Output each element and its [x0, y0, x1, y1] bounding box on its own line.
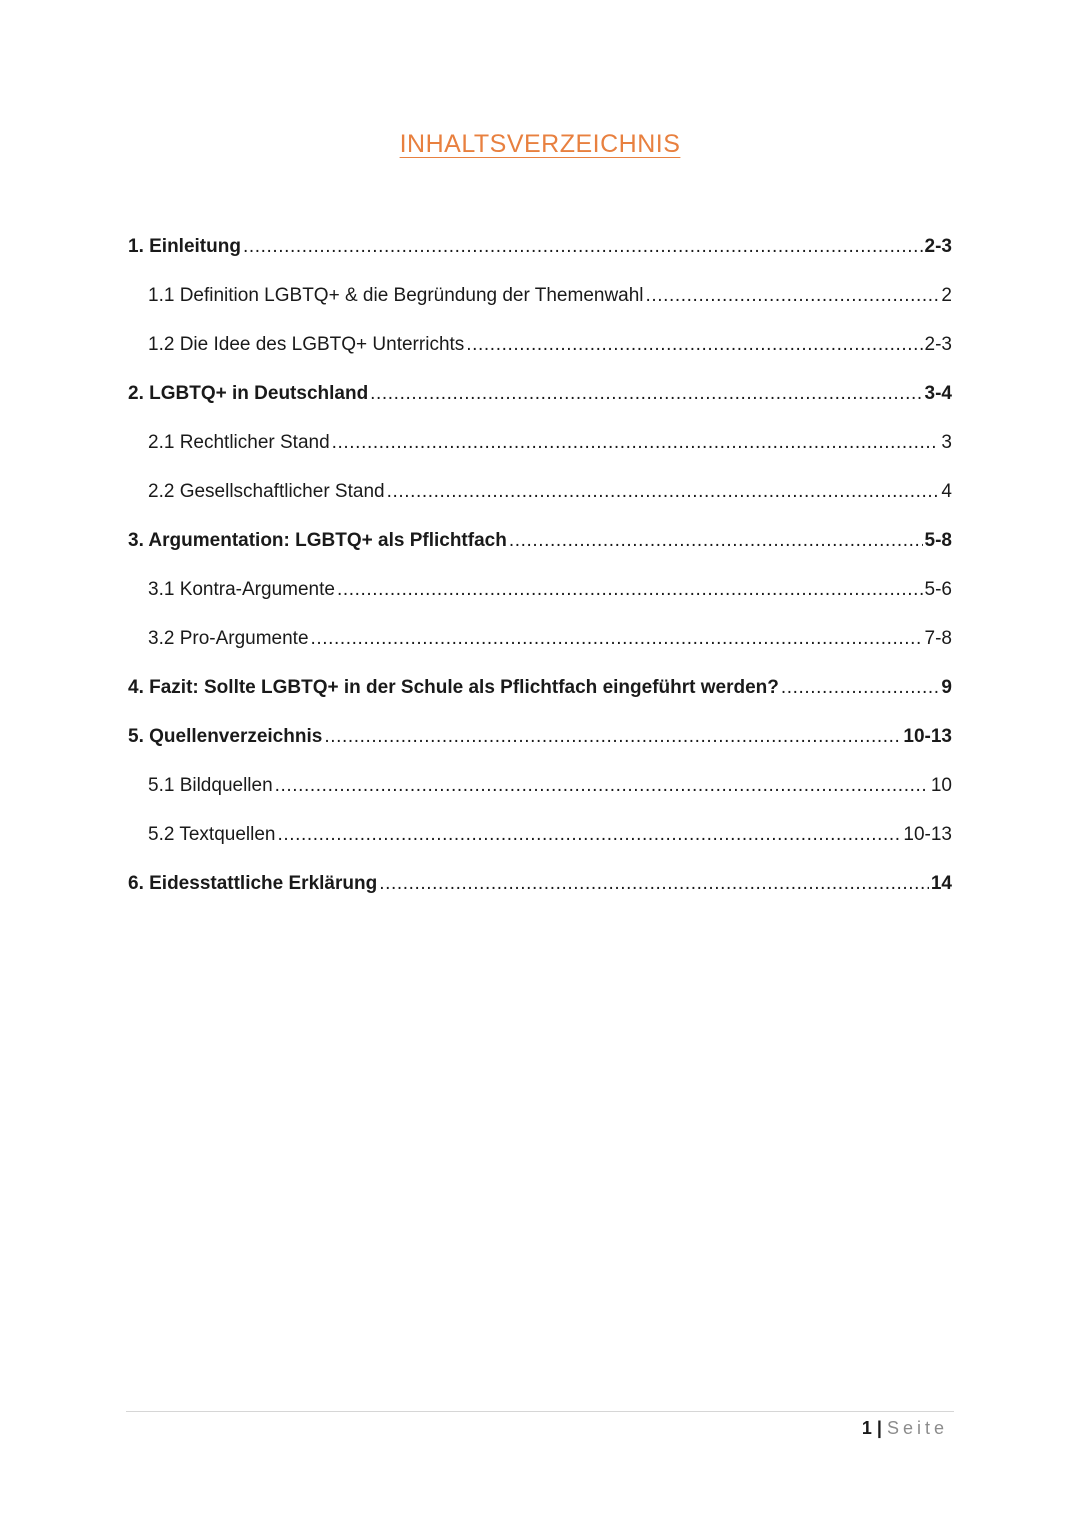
toc-dot-leader: [370, 379, 922, 409]
document-title: [0, 130, 1080, 159]
toc-entry-label: 5.1 Bildquellen: [148, 775, 273, 796]
table-of-contents: [128, 232, 952, 918]
toc-entry-5[interactable]: [128, 722, 952, 771]
toc-dot-leader: [243, 232, 923, 262]
toc-dot-leader: [337, 575, 923, 605]
toc-dot-leader: [509, 526, 923, 556]
toc-dot-leader: [379, 869, 929, 899]
toc-dot-leader: [275, 771, 929, 801]
toc-entry-2-1[interactable]: [128, 428, 952, 477]
toc-entry-label: 2.1 Rechtlicher Stand: [148, 432, 330, 453]
toc-entry-label: 1.2 Die Idee des LGBTQ+ Unterrichts: [148, 334, 465, 355]
toc-entry-label: 2. LGBTQ+ in Deutschland: [128, 383, 369, 404]
toc-entry-3-2[interactable]: [128, 624, 952, 673]
toc-entry-page: 14: [930, 873, 952, 894]
toc-entry-label: 1.1 Definition LGBTQ+ & die Begründung der Themenwahl: [148, 285, 644, 306]
toc-entry-5-1[interactable]: [128, 771, 952, 820]
toc-entry-page: 4: [941, 481, 952, 502]
toc-entry-page: 9: [941, 677, 952, 698]
toc-entry-page: 10-13: [903, 726, 952, 747]
toc-entry-page: 3-4: [924, 383, 952, 404]
document-title-text: INHALTSVERZEICHNIS: [399, 130, 681, 158]
toc-entry-label: 5. Quellenverzeichnis: [128, 726, 323, 747]
toc-dot-leader: [277, 820, 901, 850]
toc-entry-3[interactable]: [128, 526, 952, 575]
toc-dot-leader: [311, 624, 923, 654]
toc-dot-leader: [387, 477, 940, 507]
toc-entry-1[interactable]: [128, 232, 952, 281]
footer-separator: |: [876, 1418, 882, 1438]
page-footer: [862, 1416, 948, 1440]
toc-entry-1-2[interactable]: [128, 330, 952, 379]
toc-dot-leader: [332, 428, 940, 458]
toc-entry-page: 10-13: [903, 824, 952, 845]
toc-dot-leader: [646, 281, 940, 311]
toc-entry-page: 2-3: [924, 334, 952, 355]
toc-entry-label: 6. Eidesstattliche Erklärung: [128, 873, 378, 894]
toc-entry-page: 2-3: [924, 236, 952, 257]
toc-entry-label: 1. Einleitung: [128, 236, 241, 257]
toc-entry-5-2[interactable]: [128, 820, 952, 869]
toc-entry-page: 2: [941, 285, 952, 306]
toc-entry-label: 3. Argumentation: LGBTQ+ als Pflichtfach: [128, 530, 507, 551]
toc-entry-label: 3.2 Pro-Argumente: [148, 628, 309, 649]
toc-entry-label: 5.2 Textquellen: [148, 824, 276, 845]
toc-entry-label: 4. Fazit: Sollte LGBTQ+ in der Schule als Pflichtfach eingeführt werden?: [128, 677, 779, 698]
footer-page-number: 1: [861, 1418, 872, 1438]
toc-entry-page: 5-8: [924, 530, 952, 551]
toc-dot-leader: [781, 673, 940, 703]
toc-entry-page: 10: [930, 775, 952, 796]
toc-entry-4[interactable]: [128, 673, 952, 722]
toc-entry-page: 5-6: [924, 579, 952, 600]
toc-dot-leader: [324, 722, 901, 752]
toc-entry-label: 2.2 Gesellschaftlicher Stand: [148, 481, 385, 502]
toc-entry-1-1[interactable]: [128, 281, 952, 330]
toc-entry-2-2[interactable]: [128, 477, 952, 526]
toc-entry-label: 3.1 Kontra-Argumente: [148, 579, 335, 600]
toc-entry-6[interactable]: [128, 869, 952, 918]
toc-entry-page: 3: [941, 432, 952, 453]
footer-divider: [126, 1411, 954, 1412]
toc-entry-3-1[interactable]: [128, 575, 952, 624]
toc-dot-leader: [466, 330, 922, 360]
toc-entry-2[interactable]: [128, 379, 952, 428]
footer-page-word: Seite: [886, 1418, 948, 1438]
toc-entry-page: 7-8: [924, 628, 952, 649]
